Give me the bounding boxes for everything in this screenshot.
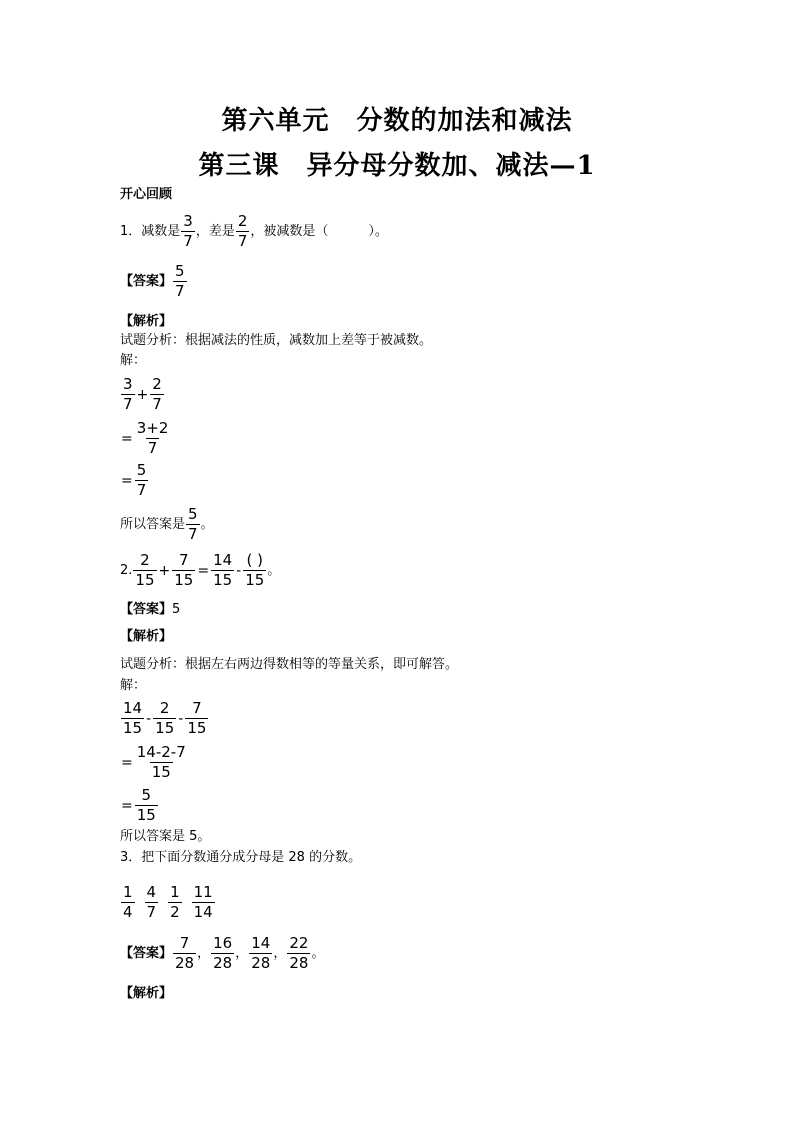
q2-step-2 (120, 743, 189, 782)
analysis-label: 【解析】 (120, 986, 173, 1001)
q1-prefix: 1．减数是 (120, 223, 181, 239)
fraction: $\frac{22}{28}$ (289, 934, 309, 972)
operator: - (178, 710, 184, 727)
operator: - (236, 562, 242, 579)
analysis-label: 【解析】 (120, 629, 173, 644)
operator: - (146, 710, 152, 727)
fraction: $\frac{1}{4}$ (123, 883, 133, 921)
equals: = (121, 472, 133, 489)
solve-label: 解： (120, 678, 147, 693)
separator: ， (197, 945, 211, 961)
operator: + (158, 562, 171, 579)
answer-label: 【答案】 (120, 273, 173, 289)
q3-fractions (120, 883, 216, 922)
fraction: $\frac{14}{15}$ (123, 699, 143, 737)
operator: + (136, 386, 149, 403)
fraction: $\frac{5}{7}$ (136, 461, 147, 499)
q1-tail-a: ，被减数是（ (250, 223, 329, 239)
fraction: $\frac{3+2}{7}$ (136, 419, 169, 457)
analysis-label: 【解析】 (120, 314, 173, 329)
fraction: $\frac{2}{15}$ (155, 699, 175, 737)
q1-step-2 (120, 419, 171, 458)
unit-title: 第六单元 分数的加法和减法 (221, 106, 573, 136)
q1-conclusion (120, 505, 214, 544)
q2-step-1 (120, 699, 209, 738)
separator: ， (235, 945, 249, 961)
conclusion-end: 。 (200, 516, 214, 532)
q1-step-3 (120, 461, 149, 500)
fraction: $\frac{5}{7}$ (175, 262, 185, 300)
q2-tail: 。 (267, 562, 281, 578)
end-mark: 。 (311, 945, 325, 961)
q1-answer (120, 262, 188, 301)
question-3: 3．把下面分数通分成分母是 28 的分数。 (120, 850, 362, 865)
fraction: $\frac{5}{7}$ (188, 505, 198, 543)
section-heading: 开心回顾 (120, 187, 173, 202)
q2-prefix: 2. (120, 562, 133, 578)
fraction: $\frac{5}{15}$ (136, 786, 156, 824)
q2-answer (120, 602, 180, 618)
separator: ， (273, 945, 287, 961)
fraction: $\frac{1}{2}$ (170, 883, 180, 921)
fraction: $\frac{14}{28}$ (251, 934, 271, 972)
fraction: $\frac{2}{7}$ (237, 212, 248, 250)
lesson-title: 第三课 异分母分数加、减法—1 (198, 151, 596, 181)
fraction: $\frac{3}{7}$ (183, 212, 193, 250)
solve-label: 解： (120, 353, 147, 368)
q2-step-3 (120, 786, 159, 825)
fraction: $\frac{14-2-7}{15}$ (136, 743, 186, 781)
q3-answer (120, 934, 324, 973)
answer-label: 【答案】 (120, 602, 173, 617)
fraction: $\frac{11}{14}$ (193, 883, 213, 921)
q2-analysis: 试题分析：根据左右两边得数相等的等量关系，即可解答。 (120, 657, 459, 672)
fraction: $\frac{4}{7}$ (146, 883, 157, 921)
fraction: $\frac{7}{15}$ (174, 551, 194, 589)
fraction: $\frac{7}{28}$ (175, 934, 195, 972)
q1-step-1 (120, 375, 165, 414)
fraction: $\frac{2}{15}$ (135, 551, 155, 589)
question-1 (120, 212, 388, 251)
fraction-blank: $\frac{( )}{15}$ (245, 551, 265, 589)
equals: = (121, 430, 133, 447)
fraction: $\frac{16}{28}$ (213, 934, 233, 972)
fraction: $\frac{14}{15}$ (213, 551, 233, 589)
question-2 (120, 551, 280, 590)
answer-label: 【答案】 (120, 945, 173, 961)
q2-conclusion: 所以答案是 5。 (120, 829, 211, 844)
fraction: $\frac{2}{7}$ (152, 375, 162, 413)
q1-analysis: 试题分析：根据减法的性质，减数加上差等于被减数。 (120, 333, 433, 348)
fraction: $\frac{3}{7}$ (123, 375, 133, 413)
answer-value: 5 (172, 602, 181, 617)
q1-mid: ，差是 (195, 223, 235, 239)
fraction: $\frac{7}{15}$ (187, 699, 207, 737)
q1-tail-b: ）。 (368, 223, 388, 239)
operator: = (197, 562, 210, 579)
equals: = (121, 797, 133, 814)
equals: = (121, 754, 133, 771)
conclusion-text: 所以答案是 (120, 516, 186, 532)
